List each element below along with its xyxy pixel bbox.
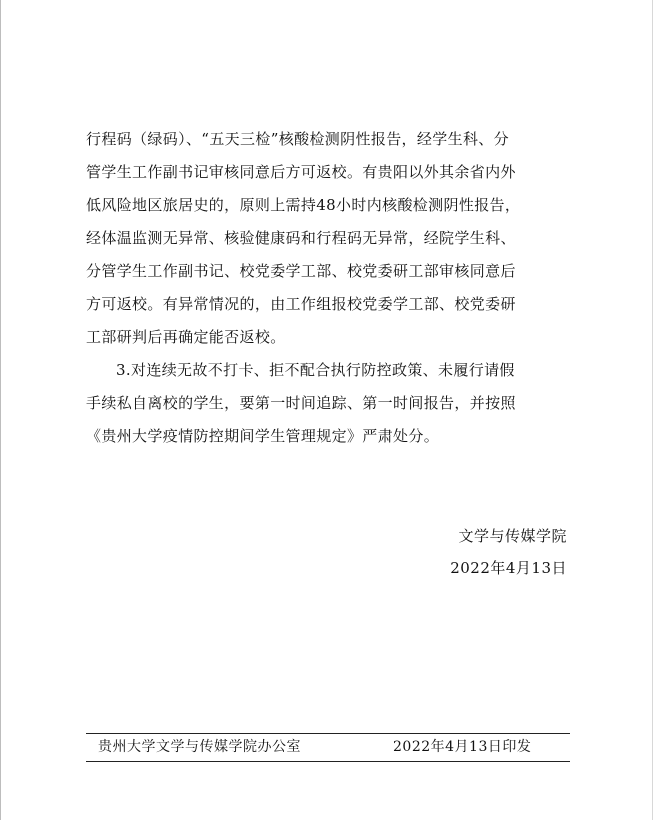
signature-date: 2022年4月13日: [450, 559, 567, 577]
signature-organization: 文学与传媒学院: [458, 527, 567, 545]
footer-bottom-rule: [86, 761, 570, 762]
body-line: 行程码（绿码）、“五天三检”核酸检测阴性报告，经学生科、分: [86, 130, 509, 148]
body-line-item-3: 3.对连续无故不打卡、拒不配合执行防控政策、未履行请假: [116, 361, 515, 379]
footer-office: 贵州大学文学与传媒学院办公室: [98, 739, 301, 755]
body-line: 管学生工作副书记审核同意后方可返校。有贵阳以外其余省内外: [86, 163, 516, 181]
document-body: [86, 123, 576, 453]
footer-top-rule: [86, 733, 570, 734]
body-line: 经体温监测无异常、核验健康码和行程码无异常，经院学生科、: [86, 229, 516, 247]
body-line: 工部研判后再确定能否返校。: [86, 328, 286, 346]
footer-print-date: 2022年4月13日印发: [393, 739, 532, 755]
body-line: 低风险地区旅居史的，原则上需持48小时内核酸检测阴性报告，: [86, 196, 521, 214]
body-line: 分管学生工作副书记、校党委学工部、校党委研工部审核同意后: [86, 262, 516, 280]
page-left-border: [0, 0, 1, 820]
body-line: 《贵州大学疫情防控期间学生管理规定》严肃处分。: [86, 427, 440, 445]
body-line: 方可返校。有异常情况的，由工作组报校党委学工部、校党委研: [86, 295, 516, 313]
body-line: 手续私自离校的学生，要第一时间追踪、第一时间报告，并按照: [86, 394, 516, 412]
